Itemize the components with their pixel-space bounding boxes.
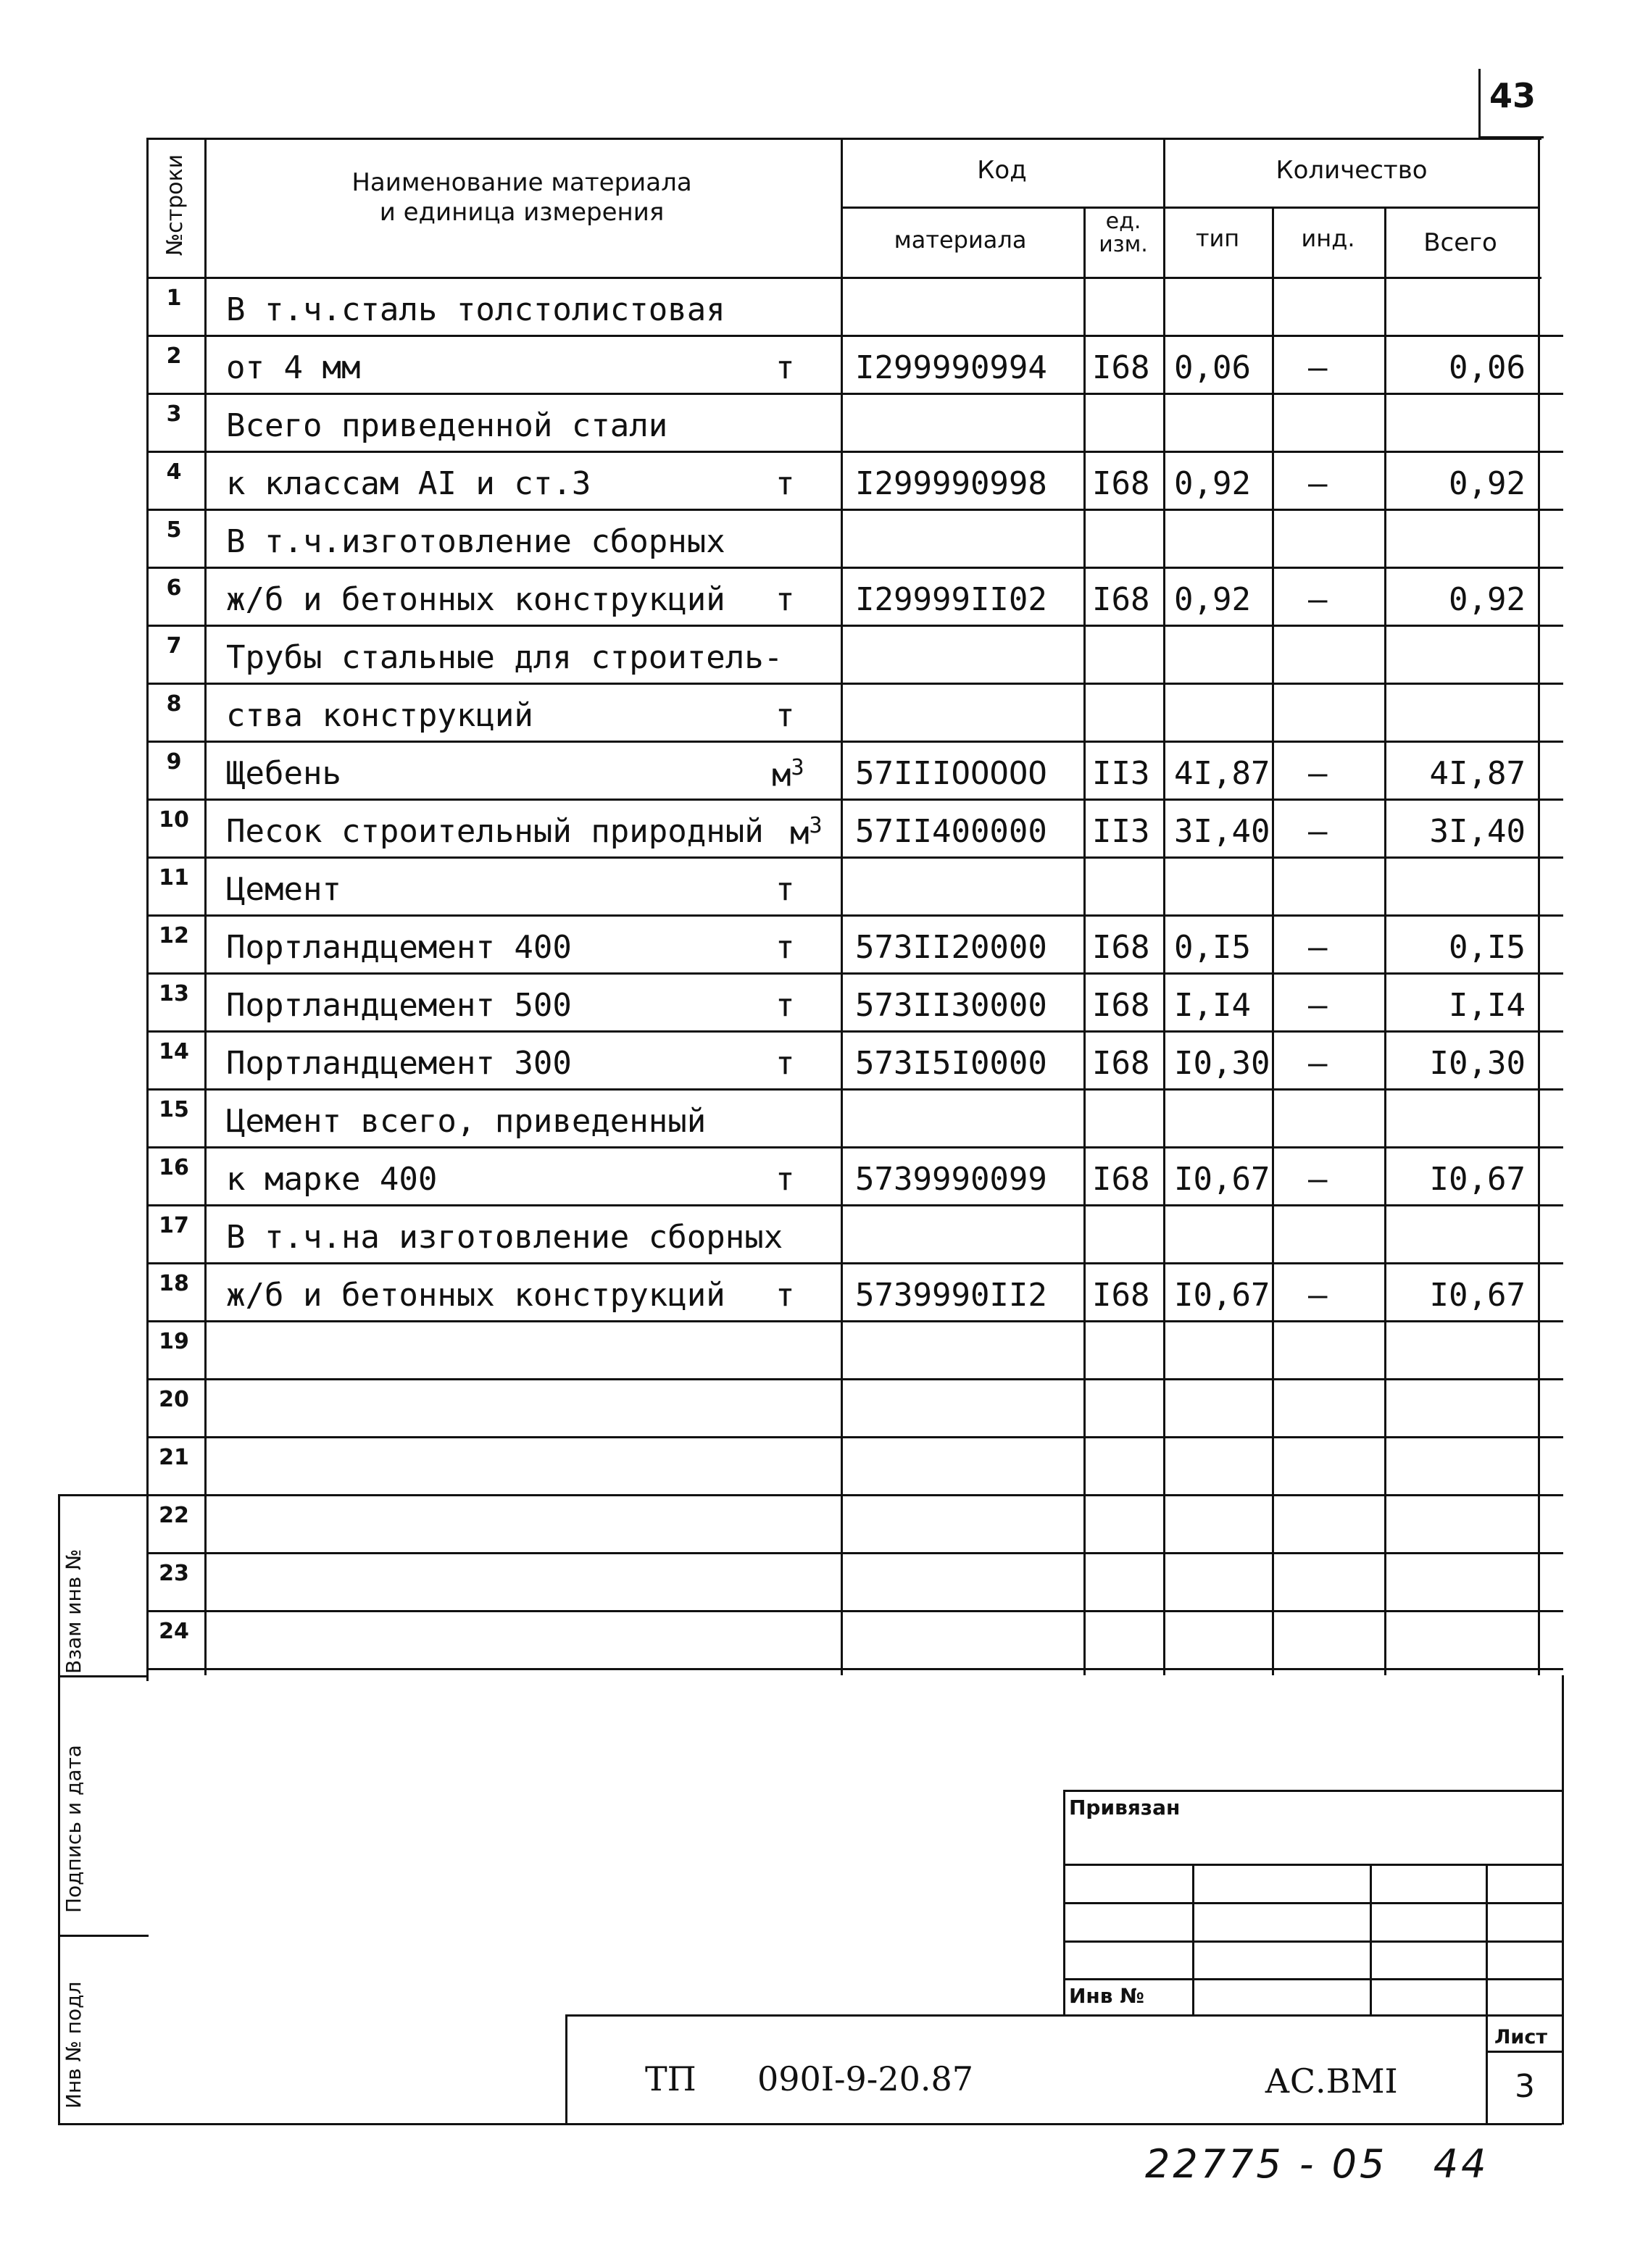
row-line — [146, 799, 1563, 801]
row-line — [146, 1146, 1563, 1148]
header-code: Код — [977, 156, 1027, 185]
row-number: 10 — [159, 807, 189, 833]
cell-code: 5739990099 — [855, 1161, 1047, 1198]
stamp-divider — [1370, 1864, 1372, 2016]
cell-typ: 0,92 — [1174, 581, 1251, 618]
cell-ed: I68 — [1092, 1277, 1150, 1314]
row-line — [146, 856, 1563, 859]
row-line — [146, 1378, 1563, 1380]
cell-total: 0,I5 — [1449, 929, 1526, 966]
sheet-label-line — [1486, 2051, 1562, 2053]
row-line — [146, 1436, 1563, 1438]
header-code-unit: ед. изм. — [1099, 209, 1148, 257]
row-line — [146, 1262, 1563, 1264]
cell-code: 573II30000 — [855, 987, 1047, 1024]
cell-typ: I0,67 — [1174, 1277, 1270, 1314]
cell-typ: 0,I5 — [1174, 929, 1251, 966]
row-number: 22 — [159, 1503, 189, 1528]
row-line — [146, 393, 1563, 395]
sheet-divider — [1486, 2014, 1488, 2123]
cell-ind: – — [1308, 349, 1328, 386]
code-qty-divider — [1163, 138, 1165, 1675]
stamp-divider — [1192, 1864, 1194, 2016]
cell-ind: – — [1308, 813, 1328, 850]
cell-unit: $м^3$ — [772, 755, 804, 794]
page-bottom-border — [58, 2123, 1562, 2125]
cell-name: от 4 мм — [226, 349, 361, 386]
header-row-number: №строки — [162, 154, 188, 257]
row-line — [146, 914, 1563, 917]
cell-name: Портландцемент 400 — [226, 929, 572, 966]
cell-unit: т — [775, 1161, 795, 1198]
header-q-typ: тип — [1195, 225, 1240, 252]
stamp-divider — [1486, 1864, 1488, 2016]
cell-name: В т.ч.сталь толстолистовая — [226, 291, 725, 328]
cell-unit: т — [775, 349, 795, 386]
cell-total: 0,92 — [1449, 465, 1526, 502]
cell-name: Щебень — [226, 755, 341, 792]
cell-unit: т — [775, 987, 795, 1024]
stamp-line — [1063, 1864, 1563, 1866]
row-number: 23 — [159, 1561, 189, 1586]
cell-typ: I,I4 — [1174, 987, 1251, 1024]
cell-typ: I0,67 — [1174, 1161, 1270, 1198]
stamp-attached: Привязан — [1069, 1796, 1181, 1819]
stamp-sheet-label: Лист — [1494, 2026, 1547, 2048]
left-stamp-inv-original: Инв № подл — [62, 1981, 86, 2109]
row-line — [146, 1320, 1563, 1322]
cell-ind: – — [1308, 1045, 1328, 1082]
row-line — [146, 741, 1563, 743]
cell-name: Цемент всего, приведенный — [226, 1103, 707, 1140]
cell-name: Песок строительный природный — [226, 813, 764, 850]
row-number: 8 — [166, 691, 182, 717]
stamp-line — [1063, 1902, 1563, 1904]
cell-ed: II3 — [1092, 813, 1150, 850]
row-number: 24 — [159, 1619, 189, 1644]
row-line — [146, 335, 1563, 337]
cell-code: I299990998 — [855, 465, 1047, 502]
page-number-tick — [1478, 69, 1481, 138]
stamp-divider — [1063, 1790, 1065, 2016]
header-code-material: материала — [894, 226, 1027, 254]
row-number: 15 — [159, 1097, 189, 1122]
cell-name: В т.ч.изготовление сборных — [226, 523, 725, 560]
row-line — [146, 509, 1563, 511]
row-number: 4 — [166, 459, 182, 485]
row-number: 3 — [166, 401, 182, 427]
row-number: 13 — [159, 981, 189, 1006]
typ-ind-divider — [1272, 207, 1274, 1675]
cell-unit: т — [775, 465, 795, 502]
cell-ed: II3 — [1092, 755, 1150, 792]
cell-ind: – — [1308, 929, 1328, 966]
cell-unit: т — [775, 1277, 795, 1314]
stamp-line — [1063, 1978, 1563, 1980]
cell-typ: 0,92 — [1174, 465, 1251, 502]
header-quantity: Количество — [1276, 156, 1428, 185]
stamp-inv-no: Инв № — [1069, 1984, 1144, 2008]
cell-total: I0,30 — [1429, 1045, 1526, 1082]
cell-ind: – — [1308, 465, 1328, 502]
cell-name: ства конструкций — [226, 697, 533, 734]
cell-ed: I68 — [1092, 1161, 1150, 1198]
row-number: 12 — [159, 923, 189, 949]
row-line — [146, 1494, 1563, 1496]
header-name: Наименование материала и единица измерения — [207, 168, 837, 228]
cell-code: 5739990II2 — [855, 1277, 1047, 1314]
table-top-border — [146, 138, 1541, 140]
cell-code: 573I5I0000 — [855, 1045, 1047, 1082]
row-number: 11 — [159, 865, 189, 891]
row-number: 14 — [159, 1039, 189, 1064]
cell-name: ж/б и бетонных конструкций — [226, 581, 725, 618]
cell-typ: 3I,40 — [1174, 813, 1270, 850]
row-line — [146, 1552, 1563, 1554]
row-line — [146, 1668, 1563, 1670]
header-q-ind: инд. — [1301, 225, 1355, 252]
row-line — [146, 451, 1563, 453]
cell-name: В т.ч.на изготовление сборных — [226, 1219, 783, 1256]
cell-ed: I68 — [1092, 987, 1150, 1024]
stamp-line — [1063, 1940, 1563, 1943]
cell-name: Всего приведенной стали — [226, 407, 668, 444]
cell-name: Трубы стальные для строитель- — [226, 639, 783, 676]
cell-code: I299990994 — [855, 349, 1047, 386]
cell-typ: 4I,87 — [1174, 755, 1270, 792]
left-stamp-line — [58, 1935, 149, 1937]
left-stamp-line — [58, 1675, 149, 1677]
header-mid-line — [841, 207, 1540, 209]
cell-total: 3I,40 — [1429, 813, 1526, 850]
row-number: 17 — [159, 1213, 189, 1238]
row-line — [146, 1204, 1563, 1206]
row-line — [146, 625, 1563, 627]
cell-ed: I68 — [1092, 349, 1150, 386]
cell-ind: – — [1308, 755, 1328, 792]
left-stamp-sign-date: Подпись и дата — [62, 1745, 86, 1913]
cell-unit: т — [775, 871, 795, 908]
left-stamp-line — [58, 1494, 149, 1496]
row-line — [146, 683, 1563, 685]
row-line — [146, 1030, 1563, 1033]
cell-code: I29999II02 — [855, 581, 1047, 618]
title-block-left — [565, 2014, 567, 2123]
code-ed-divider — [1083, 207, 1086, 1675]
cell-code: 573II20000 — [855, 929, 1047, 966]
cell-unit: т — [775, 581, 795, 618]
row-number: 19 — [159, 1329, 189, 1354]
cell-unit: т — [775, 697, 795, 734]
row-number: 9 — [166, 749, 182, 775]
stamp-sheet-no: 3 — [1515, 2068, 1535, 2105]
stamp-tp: ТП — [645, 2059, 696, 2098]
cell-name: к классам АI и ст.3 — [226, 465, 591, 502]
row-number: 21 — [159, 1445, 189, 1470]
cell-ed: I68 — [1092, 581, 1150, 618]
row-number: 6 — [166, 575, 182, 601]
cell-ind: – — [1308, 1277, 1328, 1314]
row-number: 20 — [159, 1387, 189, 1412]
cell-name: Цемент — [226, 871, 341, 908]
cell-total: 0,06 — [1449, 349, 1526, 386]
row-number: 2 — [166, 343, 182, 369]
cell-ind: – — [1308, 581, 1328, 618]
title-block-top — [565, 2014, 1562, 2017]
cell-ed: I68 — [1092, 929, 1150, 966]
cell-name: к марке 400 — [226, 1161, 438, 1198]
header-bottom-line — [146, 277, 1541, 279]
page-number: 43 — [1489, 76, 1536, 115]
cell-unit: $м^3$ — [790, 813, 823, 852]
row-number: 1 — [166, 285, 182, 311]
stamp-mark: АС.ВМI — [1265, 2061, 1398, 2101]
cell-total: I0,67 — [1429, 1161, 1526, 1198]
cell-total: I,I4 — [1449, 987, 1526, 1024]
stamp-attached-top — [1063, 1790, 1563, 1792]
row-number: 5 — [166, 517, 182, 543]
cell-code: 57IIIOOOOO — [855, 755, 1047, 792]
cell-unit: т — [775, 1045, 795, 1082]
cell-ed: I68 — [1092, 1045, 1150, 1082]
page-right-border — [1562, 1675, 1564, 2125]
cell-name: Портландцемент 300 — [226, 1045, 572, 1082]
row-line — [146, 972, 1563, 975]
cell-ind: – — [1308, 1161, 1328, 1198]
ind-total-divider — [1384, 207, 1386, 1675]
cell-ind: – — [1308, 987, 1328, 1024]
row-number: 7 — [166, 633, 182, 659]
row-number: 16 — [159, 1155, 189, 1180]
cell-unit: т — [775, 929, 795, 966]
cell-total: I0,67 — [1429, 1277, 1526, 1314]
name-code-divider — [841, 138, 843, 1675]
row-line — [146, 567, 1563, 569]
right-border — [1538, 138, 1540, 1675]
row-number: 18 — [159, 1271, 189, 1296]
cell-total: 4I,87 — [1429, 755, 1526, 792]
row-line — [146, 1088, 1563, 1091]
row-line — [146, 1610, 1563, 1612]
left-stamp-border — [58, 1494, 60, 2125]
header-q-total: Всего — [1423, 228, 1497, 257]
header-name-2: и единица измерения — [379, 197, 665, 227]
footer-handwritten-number: 22775 - 05 44 — [1145, 2141, 1489, 2187]
cell-name: ж/б и бетонных конструкций — [226, 1277, 725, 1314]
stamp-doc-code: 090I-9-20.87 — [757, 2059, 974, 2098]
cell-typ: I0,30 — [1174, 1045, 1270, 1082]
cell-name: Портландцемент 500 — [226, 987, 572, 1024]
left-stamp-inv-replace: Взам инв № — [62, 1548, 86, 1674]
cell-typ: 0,06 — [1174, 349, 1251, 386]
cell-total: 0,92 — [1449, 581, 1526, 618]
cell-code: 57II400000 — [855, 813, 1047, 850]
rownum-divider — [204, 138, 207, 1675]
cell-ed: I68 — [1092, 465, 1150, 502]
